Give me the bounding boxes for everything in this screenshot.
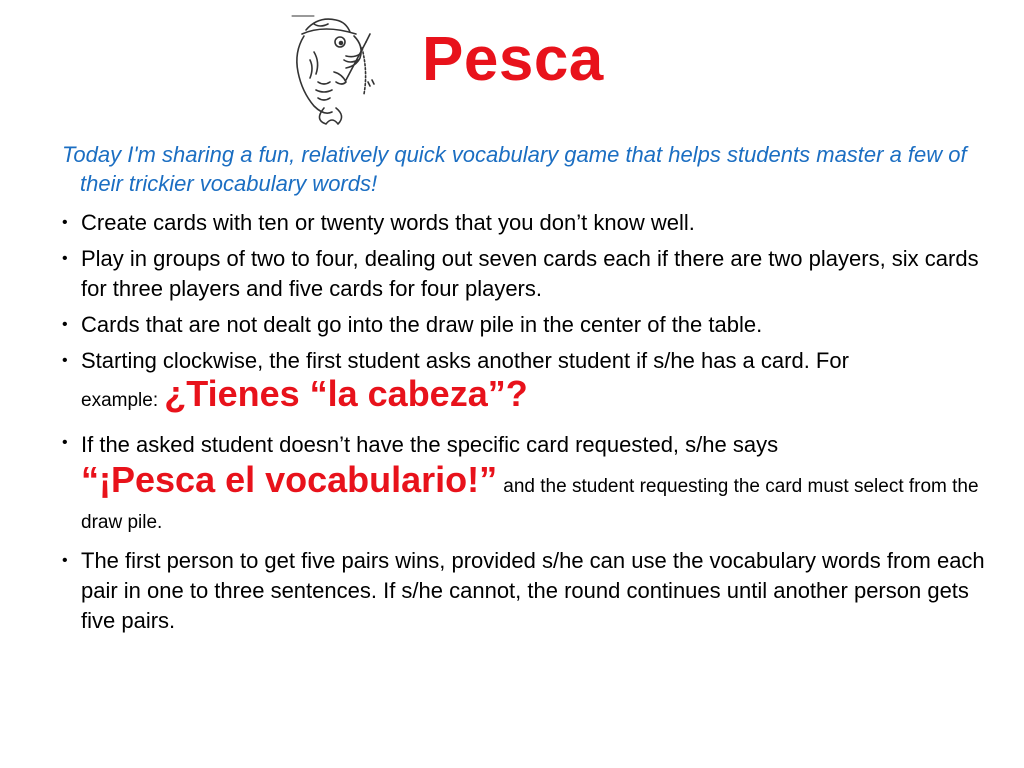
bullet-dot: • (62, 250, 68, 267)
fish-fishing-icon (284, 12, 380, 128)
example-phrase: ¿Tienes “la cabeza”? (164, 373, 528, 414)
example-label: example: (81, 390, 159, 411)
bullet-dot: • (62, 552, 68, 569)
bullet-item-pesca-call (62, 428, 992, 540)
bullet-list (62, 208, 992, 636)
bullet-text: If the asked student doesn’t have the specific card requested, s/he says (81, 432, 779, 457)
bullet-text: The first person to get five pairs wins, provided s/he can use the vocabulary words from each pair in one to three sentences. If s/he cannot, the round continues until another person gets five pairs. (81, 548, 985, 633)
bullet-dot: • (62, 316, 68, 333)
bullet-item-groups (62, 244, 992, 304)
bullet-dot: • (62, 352, 68, 369)
slide-body (62, 140, 992, 642)
bullet-text: Starting clockwise, the first student asks another student if s/he has a card. For (81, 348, 849, 373)
slide-title: Pesca (422, 25, 604, 94)
bullet-text: Cards that are not dealt go into the draw pile in the center of the table. (81, 312, 763, 337)
bullet-item-winning (62, 546, 992, 636)
bullet-item-create-cards (62, 208, 992, 238)
intro-paragraph: Today I'm sharing a fun, relatively quick vocabulary game that helps students master a few of their trickier vocabulary words! (62, 142, 967, 196)
bullet-text-continued: and the student requesting the card must select from the draw pile. (81, 476, 979, 533)
bullet-dot: • (62, 434, 68, 451)
bullet-text: Create cards with ten or twenty words that you don’t know well. (81, 210, 695, 235)
bullet-item-draw-pile (62, 310, 992, 340)
pesca-phrase: “¡Pesca el vocabulario!” (81, 459, 498, 500)
bullet-dot: • (62, 214, 68, 231)
bullet-item-asking (62, 346, 992, 416)
bullet-text: Play in groups of two to four, dealing out seven cards each if there are two players, six cards for three players and five cards for four players. (81, 246, 979, 301)
